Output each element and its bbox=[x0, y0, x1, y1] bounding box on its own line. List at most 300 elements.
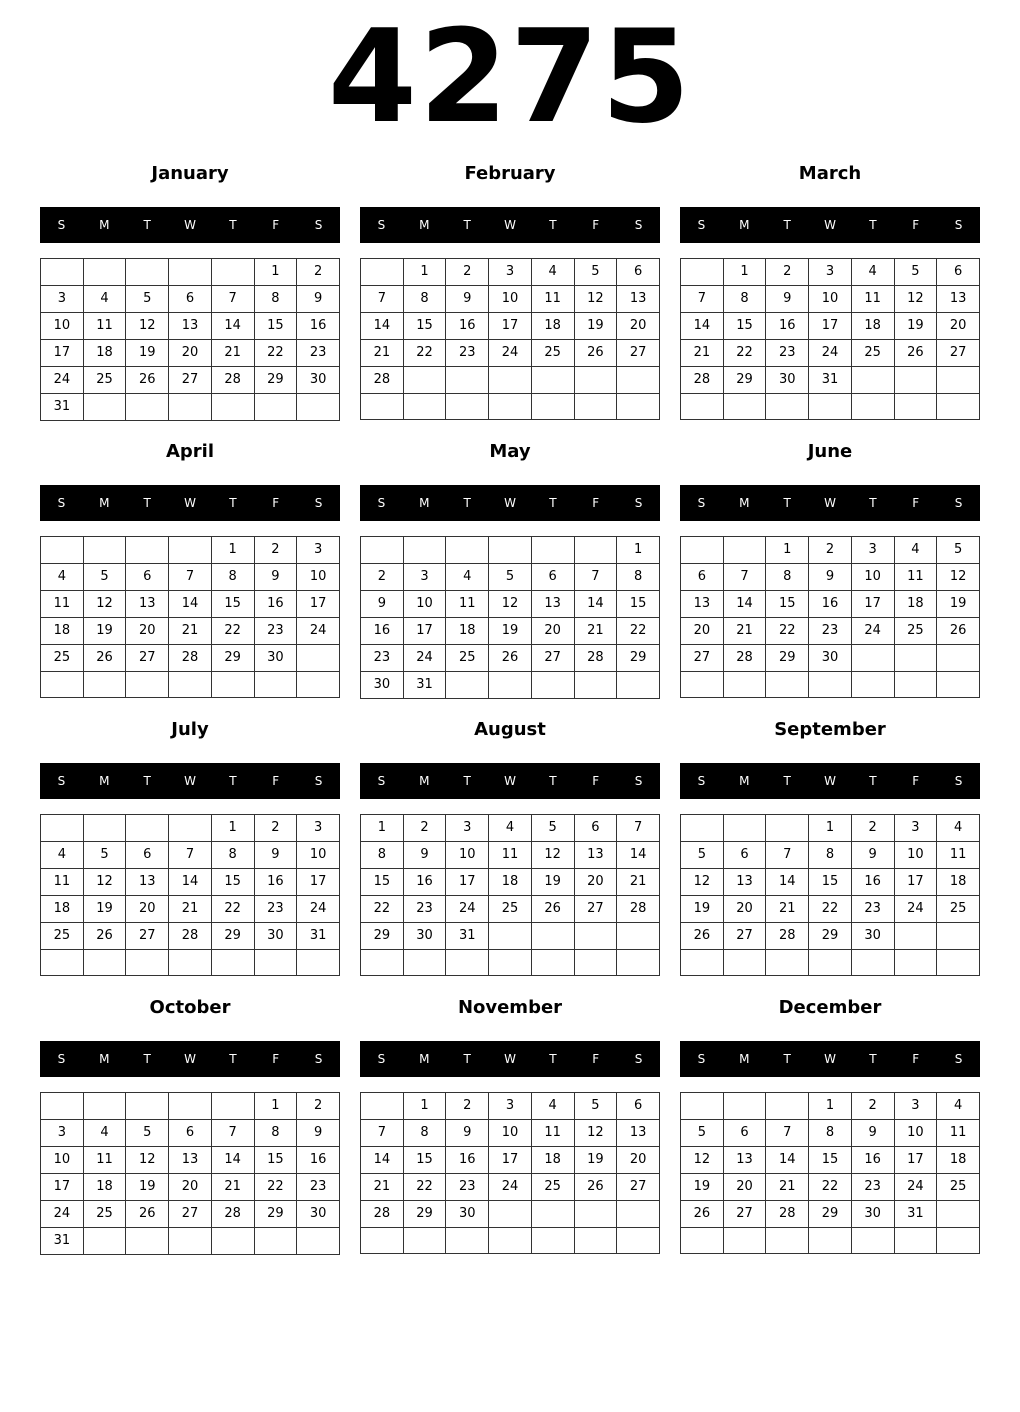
empty-cell bbox=[169, 394, 212, 421]
day-cell: 27 bbox=[723, 1201, 766, 1228]
day-cell: 26 bbox=[531, 896, 574, 923]
day-cell: 31 bbox=[41, 394, 84, 421]
empty-cell bbox=[937, 1201, 980, 1228]
empty-cell bbox=[403, 367, 446, 394]
day-cell: 4 bbox=[531, 1093, 574, 1120]
empty-cell bbox=[403, 537, 446, 564]
day-cell: 24 bbox=[894, 1174, 937, 1201]
weekday-label: W bbox=[184, 1052, 196, 1066]
day-cell: 11 bbox=[937, 1120, 980, 1147]
empty-cell bbox=[766, 672, 809, 698]
empty-cell bbox=[41, 1093, 84, 1120]
day-cell: 10 bbox=[297, 842, 340, 869]
empty-cell bbox=[723, 394, 766, 420]
day-cell: 24 bbox=[489, 1174, 532, 1201]
empty-cell bbox=[489, 1201, 532, 1228]
day-cell: 29 bbox=[361, 923, 404, 950]
day-grid bbox=[680, 536, 980, 698]
day-cell: 11 bbox=[937, 842, 980, 869]
day-cell: 26 bbox=[83, 923, 126, 950]
weekday-label: S bbox=[314, 218, 323, 232]
day-cell: 3 bbox=[489, 259, 532, 286]
weekday-label: T bbox=[869, 1052, 877, 1066]
week-row bbox=[681, 259, 980, 286]
empty-cell bbox=[297, 1228, 340, 1255]
day-cell: 25 bbox=[83, 367, 126, 394]
day-cell: 15 bbox=[211, 869, 254, 896]
empty-cell bbox=[766, 950, 809, 976]
day-cell: 9 bbox=[297, 286, 340, 313]
day-cell: 21 bbox=[681, 340, 724, 367]
empty-cell bbox=[489, 367, 532, 394]
day-cell: 31 bbox=[41, 1228, 84, 1255]
week-row bbox=[361, 1093, 660, 1120]
week-row bbox=[681, 591, 980, 618]
week-row bbox=[361, 672, 660, 699]
day-cell: 13 bbox=[723, 869, 766, 896]
weekday-label: F bbox=[592, 496, 600, 510]
day-cell: 10 bbox=[489, 1120, 532, 1147]
weekday-label: S bbox=[377, 496, 386, 510]
empty-cell bbox=[361, 259, 404, 286]
empty-cell bbox=[809, 1228, 852, 1254]
empty-cell bbox=[83, 259, 126, 286]
day-cell: 14 bbox=[361, 1147, 404, 1174]
empty-cell bbox=[169, 1093, 212, 1120]
day-cell: 5 bbox=[126, 1120, 169, 1147]
empty-cell bbox=[403, 394, 446, 420]
empty-cell bbox=[766, 815, 809, 842]
day-cell: 19 bbox=[83, 896, 126, 923]
day-cell: 12 bbox=[894, 286, 937, 313]
weekday-label: T bbox=[549, 218, 557, 232]
day-cell: 24 bbox=[894, 896, 937, 923]
week-row bbox=[681, 896, 980, 923]
day-cell: 21 bbox=[766, 1174, 809, 1201]
weekday-label: W bbox=[824, 1052, 836, 1066]
day-cell: 22 bbox=[809, 896, 852, 923]
empty-cell bbox=[446, 1228, 489, 1254]
day-cell: 18 bbox=[41, 896, 84, 923]
day-cell: 1 bbox=[809, 1093, 852, 1120]
weekday-label: M bbox=[739, 774, 750, 788]
day-grid bbox=[360, 258, 660, 420]
day-cell: 29 bbox=[766, 645, 809, 672]
day-cell: 31 bbox=[809, 367, 852, 394]
day-cell: 21 bbox=[211, 1174, 254, 1201]
day-cell: 6 bbox=[723, 1120, 766, 1147]
week-row bbox=[361, 869, 660, 896]
day-cell: 30 bbox=[809, 645, 852, 672]
empty-cell bbox=[681, 950, 724, 976]
week-row bbox=[681, 1228, 980, 1254]
day-cell: 27 bbox=[617, 1174, 660, 1201]
empty-cell bbox=[169, 537, 212, 564]
day-grid bbox=[360, 814, 660, 976]
week-row bbox=[361, 618, 660, 645]
empty-cell bbox=[446, 394, 489, 420]
empty-cell bbox=[723, 537, 766, 564]
day-cell: 16 bbox=[809, 591, 852, 618]
empty-cell bbox=[723, 815, 766, 842]
day-cell: 16 bbox=[403, 869, 446, 896]
weekday-label: T bbox=[143, 496, 151, 510]
weekday-label: F bbox=[592, 774, 600, 788]
day-cell: 13 bbox=[126, 869, 169, 896]
day-grid bbox=[360, 536, 660, 699]
day-cell: 4 bbox=[937, 1093, 980, 1120]
day-cell: 14 bbox=[574, 591, 617, 618]
day-cell: 8 bbox=[766, 564, 809, 591]
day-cell: 15 bbox=[254, 1147, 297, 1174]
empty-cell bbox=[297, 672, 340, 698]
day-cell: 30 bbox=[403, 923, 446, 950]
day-cell: 14 bbox=[211, 1147, 254, 1174]
empty-cell bbox=[766, 394, 809, 420]
day-cell: 8 bbox=[211, 564, 254, 591]
empty-cell bbox=[617, 923, 660, 950]
day-cell: 12 bbox=[83, 591, 126, 618]
day-cell: 26 bbox=[681, 923, 724, 950]
month-december bbox=[680, 992, 980, 1270]
weekday-label: M bbox=[419, 774, 430, 788]
day-cell: 23 bbox=[297, 1174, 340, 1201]
day-cell: 5 bbox=[681, 842, 724, 869]
week-row bbox=[361, 286, 660, 313]
empty-cell bbox=[851, 950, 894, 976]
day-cell: 28 bbox=[723, 645, 766, 672]
day-cell: 23 bbox=[809, 618, 852, 645]
week-row bbox=[681, 1174, 980, 1201]
empty-cell bbox=[723, 672, 766, 698]
empty-cell bbox=[297, 394, 340, 421]
day-cell: 15 bbox=[254, 313, 297, 340]
day-cell: 9 bbox=[851, 842, 894, 869]
empty-cell bbox=[574, 1228, 617, 1254]
day-cell: 7 bbox=[211, 1120, 254, 1147]
day-cell: 14 bbox=[617, 842, 660, 869]
month-name: December bbox=[778, 997, 882, 1018]
day-cell: 25 bbox=[446, 645, 489, 672]
day-cell: 9 bbox=[766, 286, 809, 313]
day-cell: 1 bbox=[766, 537, 809, 564]
empty-cell bbox=[126, 259, 169, 286]
day-cell: 3 bbox=[446, 815, 489, 842]
day-cell: 9 bbox=[403, 842, 446, 869]
weekday-label: F bbox=[912, 774, 920, 788]
day-cell: 29 bbox=[809, 1201, 852, 1228]
day-cell: 29 bbox=[723, 367, 766, 394]
empty-cell bbox=[723, 1228, 766, 1254]
day-cell: 14 bbox=[169, 869, 212, 896]
weekday-label: S bbox=[697, 1052, 706, 1066]
day-cell: 18 bbox=[83, 340, 126, 367]
day-cell: 16 bbox=[297, 313, 340, 340]
weekday-label: F bbox=[592, 1052, 600, 1066]
weekday-label: F bbox=[592, 218, 600, 232]
day-cell: 24 bbox=[403, 645, 446, 672]
day-cell: 21 bbox=[169, 896, 212, 923]
day-cell: 5 bbox=[531, 815, 574, 842]
empty-cell bbox=[681, 1228, 724, 1254]
day-cell: 19 bbox=[531, 869, 574, 896]
day-cell: 20 bbox=[126, 618, 169, 645]
empty-cell bbox=[254, 1228, 297, 1255]
day-cell: 23 bbox=[297, 340, 340, 367]
empty-cell bbox=[723, 1093, 766, 1120]
weekday-label: T bbox=[869, 774, 877, 788]
empty-cell bbox=[126, 950, 169, 976]
day-cell: 21 bbox=[211, 340, 254, 367]
weekday-label: W bbox=[504, 774, 516, 788]
day-cell: 3 bbox=[851, 537, 894, 564]
weekday-header bbox=[360, 763, 660, 799]
day-cell: 2 bbox=[361, 564, 404, 591]
empty-cell bbox=[681, 672, 724, 698]
day-cell: 29 bbox=[254, 367, 297, 394]
week-row bbox=[41, 394, 340, 421]
weekday-label: S bbox=[697, 218, 706, 232]
weekday-label: S bbox=[377, 1052, 386, 1066]
day-cell: 27 bbox=[574, 896, 617, 923]
weekday-header bbox=[680, 207, 980, 243]
empty-cell bbox=[937, 1228, 980, 1254]
weekday-header bbox=[40, 763, 340, 799]
weekday-label: T bbox=[869, 218, 877, 232]
empty-cell bbox=[894, 950, 937, 976]
day-cell: 6 bbox=[723, 842, 766, 869]
day-cell: 9 bbox=[446, 286, 489, 313]
day-cell: 6 bbox=[169, 1120, 212, 1147]
weekday-label: S bbox=[57, 774, 66, 788]
weekday-label: W bbox=[184, 774, 196, 788]
weekday-label: S bbox=[314, 774, 323, 788]
day-cell: 25 bbox=[83, 1201, 126, 1228]
day-cell: 19 bbox=[574, 313, 617, 340]
empty-cell bbox=[531, 394, 574, 420]
day-cell: 7 bbox=[361, 286, 404, 313]
week-row bbox=[41, 286, 340, 313]
day-cell: 5 bbox=[894, 259, 937, 286]
day-cell: 28 bbox=[211, 1201, 254, 1228]
empty-cell bbox=[574, 367, 617, 394]
day-cell: 23 bbox=[254, 896, 297, 923]
week-row bbox=[681, 923, 980, 950]
weekday-label: T bbox=[869, 496, 877, 510]
day-cell: 3 bbox=[489, 1093, 532, 1120]
week-row bbox=[361, 1120, 660, 1147]
day-cell: 18 bbox=[851, 313, 894, 340]
week-row bbox=[681, 394, 980, 420]
day-cell: 3 bbox=[894, 1093, 937, 1120]
weekday-header bbox=[680, 1041, 980, 1077]
day-cell: 13 bbox=[723, 1147, 766, 1174]
day-cell: 26 bbox=[83, 645, 126, 672]
day-cell: 24 bbox=[297, 896, 340, 923]
day-cell: 13 bbox=[574, 842, 617, 869]
empty-cell bbox=[41, 259, 84, 286]
day-grid bbox=[40, 258, 340, 421]
empty-cell bbox=[446, 537, 489, 564]
weekday-label: T bbox=[143, 774, 151, 788]
empty-cell bbox=[617, 1228, 660, 1254]
day-cell: 4 bbox=[531, 259, 574, 286]
week-row bbox=[681, 340, 980, 367]
day-cell: 10 bbox=[297, 564, 340, 591]
weekday-header bbox=[360, 485, 660, 521]
empty-cell bbox=[211, 259, 254, 286]
weekday-label: W bbox=[824, 218, 836, 232]
empty-cell bbox=[894, 672, 937, 698]
week-row bbox=[681, 645, 980, 672]
day-cell: 2 bbox=[254, 815, 297, 842]
day-cell: 20 bbox=[531, 618, 574, 645]
empty-cell bbox=[83, 1228, 126, 1255]
day-cell: 26 bbox=[489, 645, 532, 672]
week-row bbox=[361, 950, 660, 976]
day-cell: 12 bbox=[126, 313, 169, 340]
empty-cell bbox=[723, 950, 766, 976]
day-cell: 9 bbox=[297, 1120, 340, 1147]
day-cell: 19 bbox=[681, 1174, 724, 1201]
empty-cell bbox=[361, 394, 404, 420]
day-cell: 25 bbox=[937, 1174, 980, 1201]
day-cell: 5 bbox=[937, 537, 980, 564]
day-cell: 9 bbox=[254, 564, 297, 591]
day-cell: 15 bbox=[809, 1147, 852, 1174]
day-cell: 2 bbox=[851, 1093, 894, 1120]
day-grid bbox=[360, 1092, 660, 1254]
day-cell: 16 bbox=[361, 618, 404, 645]
empty-cell bbox=[83, 394, 126, 421]
day-cell: 4 bbox=[41, 564, 84, 591]
empty-cell bbox=[211, 394, 254, 421]
day-cell: 30 bbox=[446, 1201, 489, 1228]
day-cell: 26 bbox=[681, 1201, 724, 1228]
weekday-label: S bbox=[954, 1052, 963, 1066]
day-cell: 15 bbox=[766, 591, 809, 618]
day-cell: 3 bbox=[894, 815, 937, 842]
day-cell: 24 bbox=[489, 340, 532, 367]
week-row bbox=[41, 1174, 340, 1201]
empty-cell bbox=[531, 923, 574, 950]
day-cell: 18 bbox=[83, 1174, 126, 1201]
empty-cell bbox=[126, 394, 169, 421]
empty-cell bbox=[894, 1228, 937, 1254]
weekday-label: T bbox=[463, 218, 471, 232]
weekday-label: W bbox=[504, 1052, 516, 1066]
weekday-label: W bbox=[184, 496, 196, 510]
weekday-label: T bbox=[549, 1052, 557, 1066]
weekday-label: S bbox=[697, 496, 706, 510]
day-cell: 13 bbox=[617, 286, 660, 313]
day-cell: 17 bbox=[489, 1147, 532, 1174]
day-cell: 27 bbox=[723, 923, 766, 950]
day-cell: 1 bbox=[809, 815, 852, 842]
week-row bbox=[361, 367, 660, 394]
month-october bbox=[40, 992, 340, 1270]
month-name: May bbox=[489, 441, 531, 462]
day-cell: 30 bbox=[851, 1201, 894, 1228]
month-name: January bbox=[151, 163, 229, 184]
day-cell: 12 bbox=[681, 1147, 724, 1174]
month-name: October bbox=[149, 997, 231, 1018]
empty-cell bbox=[531, 537, 574, 564]
day-cell: 27 bbox=[126, 923, 169, 950]
week-row bbox=[41, 591, 340, 618]
day-cell: 18 bbox=[894, 591, 937, 618]
day-cell: 5 bbox=[574, 259, 617, 286]
week-row bbox=[41, 1228, 340, 1255]
day-cell: 25 bbox=[531, 1174, 574, 1201]
week-row bbox=[361, 537, 660, 564]
day-cell: 8 bbox=[809, 842, 852, 869]
weekday-label: W bbox=[504, 218, 516, 232]
day-cell: 21 bbox=[766, 896, 809, 923]
day-cell: 13 bbox=[617, 1120, 660, 1147]
empty-cell bbox=[361, 1093, 404, 1120]
day-cell: 8 bbox=[211, 842, 254, 869]
day-cell: 20 bbox=[126, 896, 169, 923]
day-cell: 13 bbox=[937, 286, 980, 313]
day-cell: 24 bbox=[446, 896, 489, 923]
day-cell: 2 bbox=[809, 537, 852, 564]
day-cell: 11 bbox=[446, 591, 489, 618]
weekday-header bbox=[360, 207, 660, 243]
day-cell: 8 bbox=[254, 1120, 297, 1147]
week-row bbox=[681, 1201, 980, 1228]
week-row bbox=[361, 645, 660, 672]
day-cell: 26 bbox=[126, 1201, 169, 1228]
day-cell: 27 bbox=[169, 1201, 212, 1228]
day-cell: 18 bbox=[41, 618, 84, 645]
day-cell: 27 bbox=[681, 645, 724, 672]
week-row bbox=[41, 815, 340, 842]
weekday-header bbox=[40, 207, 340, 243]
month-july bbox=[40, 714, 340, 992]
day-cell: 28 bbox=[211, 367, 254, 394]
day-cell: 19 bbox=[937, 591, 980, 618]
weekday-label: T bbox=[783, 218, 791, 232]
week-row bbox=[361, 564, 660, 591]
month-name: March bbox=[798, 163, 862, 184]
day-cell: 8 bbox=[254, 286, 297, 313]
weekday-header bbox=[680, 763, 980, 799]
day-cell: 2 bbox=[766, 259, 809, 286]
month-november bbox=[360, 992, 660, 1270]
week-row bbox=[41, 1201, 340, 1228]
day-cell: 21 bbox=[617, 869, 660, 896]
day-cell: 12 bbox=[681, 869, 724, 896]
day-cell: 26 bbox=[894, 340, 937, 367]
weekday-label: M bbox=[419, 496, 430, 510]
weekday-label: M bbox=[419, 218, 430, 232]
empty-cell bbox=[83, 950, 126, 976]
day-cell: 6 bbox=[169, 286, 212, 313]
day-cell: 22 bbox=[254, 1174, 297, 1201]
day-cell: 30 bbox=[361, 672, 404, 699]
day-cell: 6 bbox=[937, 259, 980, 286]
empty-cell bbox=[937, 950, 980, 976]
weekday-label: F bbox=[912, 496, 920, 510]
day-cell: 9 bbox=[851, 1120, 894, 1147]
weekday-label: F bbox=[912, 1052, 920, 1066]
day-cell: 15 bbox=[403, 313, 446, 340]
empty-cell bbox=[766, 1228, 809, 1254]
weekday-label: S bbox=[314, 1052, 323, 1066]
day-cell: 6 bbox=[531, 564, 574, 591]
day-cell: 19 bbox=[489, 618, 532, 645]
